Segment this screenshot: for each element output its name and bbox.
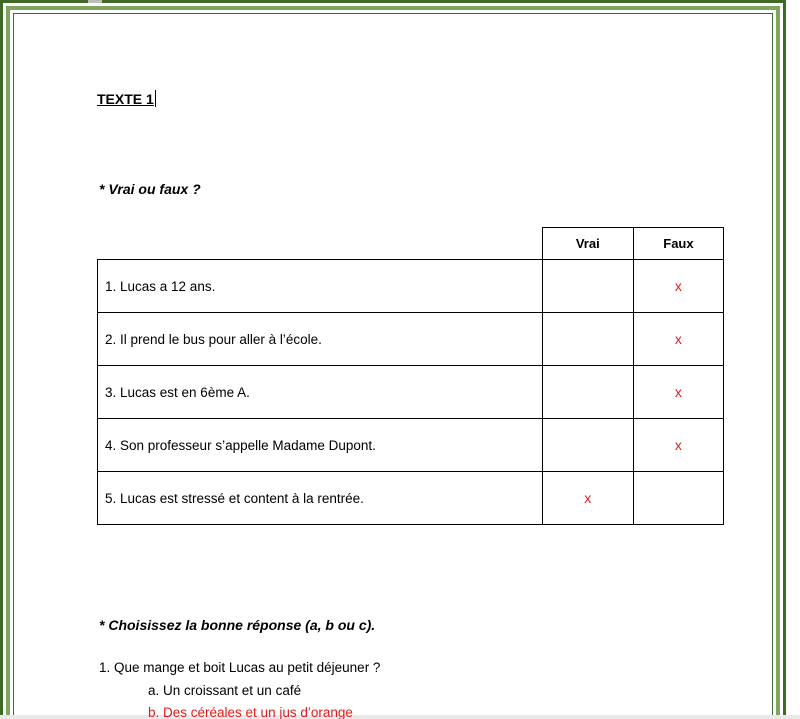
table-row [98,419,724,472]
true-false-table [97,227,724,525]
title-text: TEXTE 1 [97,91,154,107]
option-a[interactable]: a. Un croissant et un café [148,683,302,698]
statement-cell[interactable]: 5. Lucas est stressé et content à la rentrée. [98,472,543,525]
faux-cell[interactable]: x [633,366,723,419]
statement-cell[interactable]: 2. Il prend le bus pour aller à l’école. [98,313,543,366]
vrai-cell[interactable] [542,366,633,419]
right-gutter [786,0,800,719]
header-vrai: Vrai [542,228,633,260]
header-faux: Faux [633,228,723,260]
faux-cell[interactable]: x [633,260,723,313]
table-row [98,313,724,366]
statement-cell[interactable]: 4. Son professeur s’appelle Madame Dupont. [98,419,543,472]
text-caret [155,90,156,107]
document-title[interactable] [97,90,156,107]
top-mark [88,0,102,3]
faux-cell[interactable] [633,472,723,525]
table-row [98,366,724,419]
vrai-cell[interactable] [542,313,633,366]
vrai-cell[interactable] [542,260,633,313]
faux-cell[interactable]: x [633,313,723,366]
faux-cell[interactable]: x [633,419,723,472]
statement-cell[interactable]: 1. Lucas a 12 ans. [98,260,543,313]
vrai-cell[interactable] [542,419,633,472]
header-blank-cell [98,228,543,260]
table-row [98,472,724,525]
bottom-scroll-edge [0,715,800,719]
vrai-cell[interactable]: x [542,472,633,525]
statement-cell[interactable]: 3. Lucas est en 6ème A. [98,366,543,419]
table-row [98,260,724,313]
question-1: 1. Que mange et boit Lucas au petit déjeuner ? [99,660,381,675]
table-header-row [98,228,724,260]
option-b[interactable]: b. Des céréales et un jus d’orange [148,705,353,719]
choice-heading: * Choisissez la bonne réponse (a, b ou c). [99,617,376,633]
true-false-heading: * Vrai ou faux ? [99,181,201,197]
